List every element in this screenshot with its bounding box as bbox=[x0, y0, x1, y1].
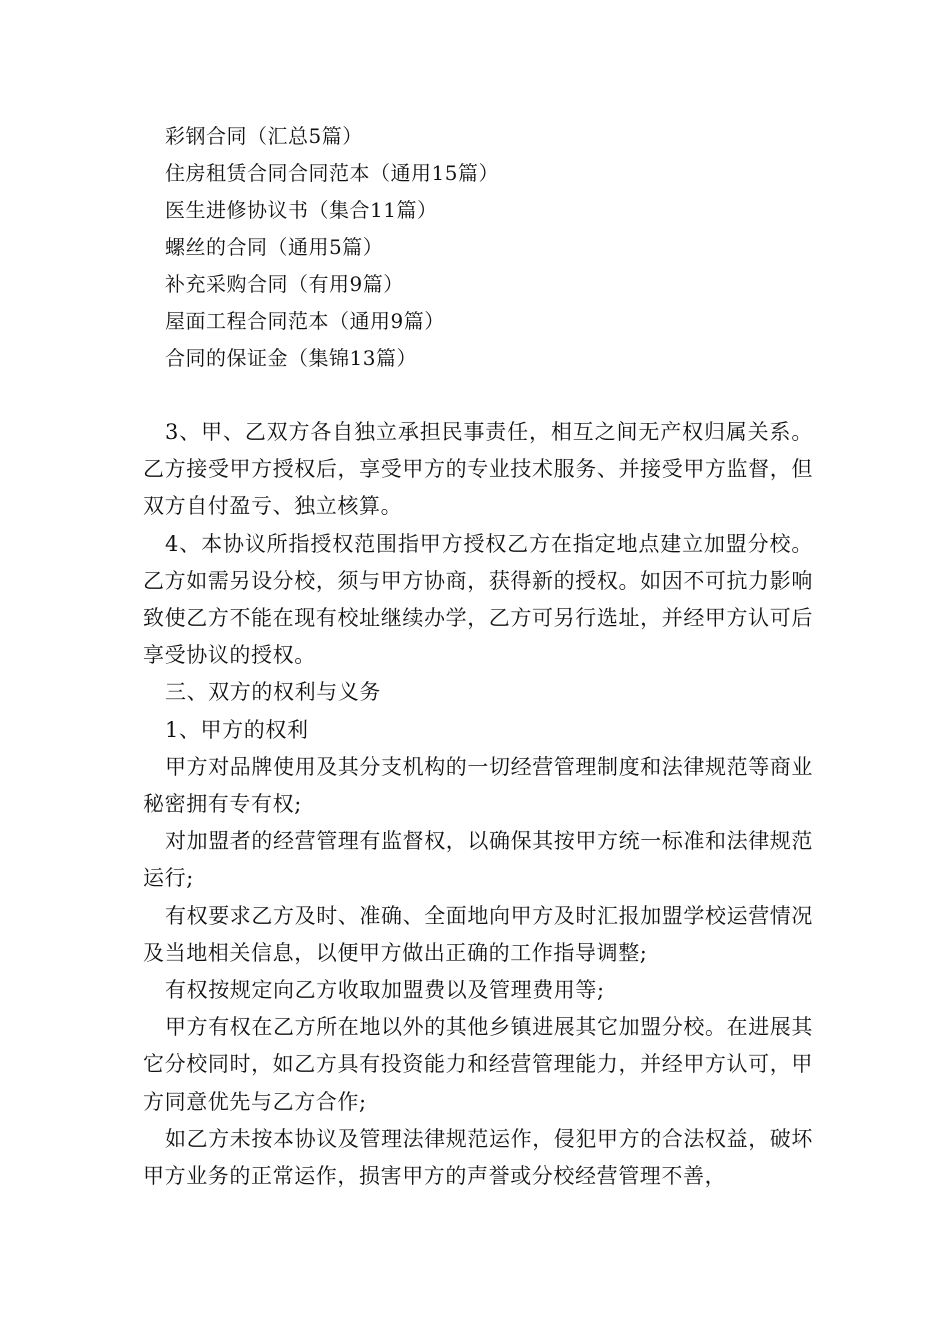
clause-paragraph: 甲方对品牌使用及其分支机构的一切经营管理制度和法律规范等商业秘密拥有专有权; bbox=[143, 754, 813, 817]
clause-paragraph: 如乙方未按本协议及管理法律规范运作，侵犯甲方的合法权益，破坏甲方业务的正常运作，损害甲方的声誉或分校经营管理不善， bbox=[143, 1126, 813, 1189]
section-heading: 三、双方的权利与义务 bbox=[165, 680, 381, 705]
related-document-link[interactable]: 合同的保证金（集锦13篇） bbox=[165, 346, 417, 370]
clause-paragraph: 3、甲、乙双方各自独立承担民事责任，相互之间无产权归属关系。乙方接受甲方授权后，享受甲方的专业技术服务、并接受甲方监督，但双方自付盈亏、独立核算。 bbox=[143, 420, 813, 519]
clause-paragraph: 4、本协议所指授权范围指甲方授权乙方在指定地点建立加盟分校。乙方如需另设分校，须与甲方协商，获得新的授权。如因不可抗力影响致使乙方不能在现有校址继续办学，乙方可另行选址，并经甲方认可后享受协议的授权。 bbox=[143, 531, 813, 668]
clause-paragraph: 有权按规定向乙方收取加盟费以及管理费用等; bbox=[165, 978, 605, 1003]
related-document-link[interactable]: 彩钢合同（汇总5篇） bbox=[165, 124, 363, 148]
related-document-link[interactable]: 医生进修协议书（集合11篇） bbox=[165, 198, 438, 222]
related-document-list bbox=[165, 118, 499, 377]
contract-body bbox=[143, 414, 813, 1195]
clause-paragraph: 对加盟者的经营管理有监督权，以确保其按甲方统一标准和法律规范运行; bbox=[143, 829, 813, 891]
clause-paragraph: 甲方有权在乙方所在地以外的其他乡镇进展其它加盟分校。在进展其它分校同时，如乙方具有投资能力和经营管理能力，并经甲方认可，甲方同意优先与乙方合作; bbox=[143, 1015, 813, 1114]
related-document-link[interactable]: 住房租赁合同合同范本（通用15篇） bbox=[165, 161, 499, 185]
related-document-link[interactable]: 螺丝的合同（通用5篇） bbox=[165, 235, 384, 259]
clause-paragraph: 有权要求乙方及时、准确、全面地向甲方及时汇报加盟学校运营情况及当地相关信息，以便甲方做出正确的工作指导调整; bbox=[143, 903, 813, 965]
related-document-link[interactable]: 屋面工程合同范本（通用9篇） bbox=[165, 309, 445, 333]
related-document-link[interactable]: 补充采购合同（有用9篇） bbox=[165, 272, 404, 296]
subsection-heading: 1、甲方的权利 bbox=[165, 717, 309, 742]
